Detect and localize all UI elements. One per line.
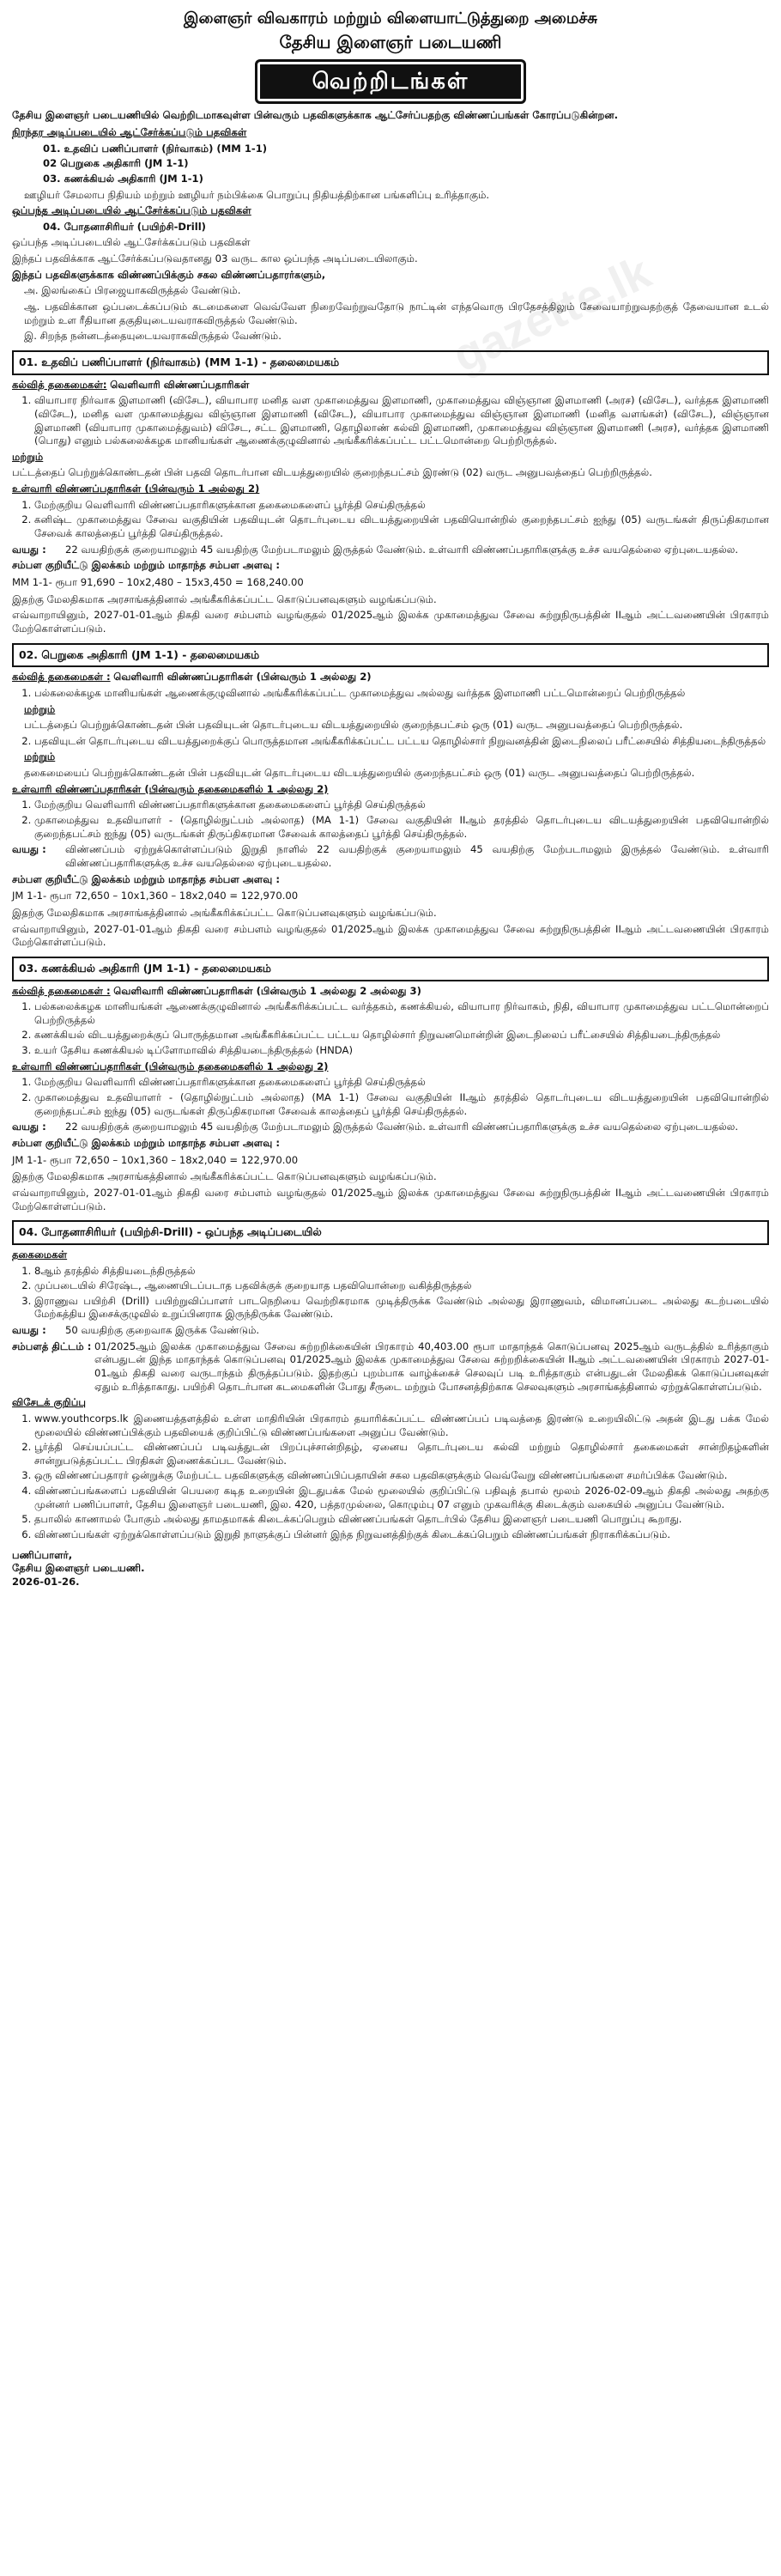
s2-allowance: இதற்கு மேலதிகமாக அரசாங்கத்தினால் அங்கீகரிக்கப்பட்ட கொடுப்பனவுகளும் வழங்கப்படும். [12, 906, 437, 919]
contract-heading: ஒப்பந்த அடிப்படையில் ஆட்சேர்க்கப்படும் பதவிகள் [12, 204, 251, 217]
s4-qual-list [12, 1265, 769, 1322]
s2-edu-list-a [12, 687, 769, 701]
s3-edu-item: 3. உயர் தேசிய கணக்கியல் டிப்ளோமாவில் சித்தியடைந்திருத்தல் (HNDA) [34, 1044, 769, 1058]
s1-internal-list [12, 499, 769, 541]
post-1: 01. உதவிப் பணிப்பாளர் (நிர்வாகம்) (MM 1-1) [43, 142, 268, 155]
s4-note-item: 3. ஒரு விண்ணப்பதாரர் ஒன்றுக்கு மேற்பட்ட பதவிகளுக்கு விண்ணப்பிப்பதாயின் சகல பதவிகளுக்கும் வெவ்வேறு விண்ணப்பங்களை சமர்ப்பிக்க வேண்டும். [34, 1469, 769, 1483]
s2-edu-sub: வெளிவாரி விண்ணப்பதாரிகள் (பின்வரும் 1 அல்லது 2) [113, 671, 372, 683]
section-3-title: 03. கணக்கியல் அதிகாரி (JM 1-1) - தலைமையகம் [12, 957, 769, 981]
general-heading: இந்தப் பதவிகளுக்காக விண்ணப்பிக்கும் சகல விண்ணப்பதாரர்களும், [12, 268, 326, 281]
s2-edu-item: 1. பல்கலைக்கழக மானியங்கள் ஆணைக்குழுவினால் அங்கீகரிக்கப்பட்ட முகாமைத்துவ அல்லது வர்த்தக இளமாணி பட்டமொன்றைப் பெற்றிருத்தல் [34, 687, 769, 701]
post-3: 03. கணக்கியல் அதிகாரி (JM 1-1) [43, 172, 203, 185]
s3-salary-note: எவ்வாறாயினும், 2027-01-01ஆம் திகதி வரை சம்பளம் வழங்குதல் 01/2025ஆம் இலக்க முகாமைத்துவ சேவை சுற்றுநிருபத்தின் IIஆம் அட்டவணையின் பிரகாரம் மேற்கொள்ளப்படும். [12, 1186, 769, 1212]
contract-post: 04. போதனாசிரியர் (பயிற்சி-Drill) [43, 220, 206, 233]
s2-salary-note: எவ்வாறாயினும், 2027-01-01ஆம் திகதி வரை சம்பளம் வழங்குதல் 01/2025ஆம் இலக்க முகாமைத்துவ சேவை சுற்றுநிருபத்தின் IIஆம் அட்டவணையின் பிரகாரம் மேற்கொள்ளப்படும். [12, 922, 769, 949]
s4-qual-item: 1. 8ஆம் தரத்தில் சித்தியடைந்திருத்தல் [34, 1265, 769, 1279]
general-req-1: அ. இலங்கைப் பிரஜையாகவிருத்தல் வேண்டும். [24, 284, 241, 297]
s2-and-2: மற்றும் [24, 750, 56, 763]
section-4-title: 04. போதனாசிரியர் (பயிற்சி-Drill) - ஒப்பந்த அடிப்படையில் [12, 1220, 769, 1245]
s4-note-item: 1. www.youthcorps.lk இணையத்தளத்தில் உள்ள மாதிரியின் பிரகாரம் தயாரிக்கப்பட்ட விண்ணப்பப் படிவத்தை இரண்டு உறையிலிட்டு அதன் இடது பக்க மேல் மூலையில் விண்ணப்பிக்கும் பதவியைக் குறிப்பிட்டு விண்ணப்பங்களை அனுப்ப வேண்டும். [34, 1413, 769, 1439]
s2-internal-item: 2. முகாமைத்துவ உதவியாளர் - (தொழில்நுட்பம் அல்லாத) (MA 1-1) சேவை வகுதியின் IIஆம் தரத்தில் தொடர்புடைய விடயத்துறையின் பதவியொன்றில் குறைந்தபட்சம் ஐந்து (05) வருடங்கள் திருப்திகரமான சேவைக் காலத்தைப் பூர்த்தி செய்திருத்தல். [34, 814, 769, 841]
s2-salary-label: சம்பள குறியீட்டு இலக்கம் மற்றும் மாதாந்த சம்பள அளவு : [12, 872, 281, 885]
s1-age: வயது : 22 வயதிற்குக் குறையாமலும் 45 வயதிற்கு மேற்படாமலும் இருத்தல் வேண்டும். உள்வாரி விண்ணப்பதாரிகளுக்கு உச்ச வயதெல்லை ஏற்புடையதல்ல. [12, 543, 739, 556]
s1-edu-label: கல்வித் தகைமைகள்: [12, 378, 107, 391]
s1-and: மற்றும் [12, 450, 44, 463]
s1-internal-label: உள்வாரி விண்ணப்பதாரிகள் (பின்வரும் 1 அல்லது 2) [12, 483, 260, 495]
s2-internal-label: உள்வாரி விண்ணப்பதாரிகள் (பின்வரும் தகைமைகளில் 1 அல்லது 2) [12, 782, 329, 795]
s3-age: வயது : 22 வயதிற்குக் குறையாமலும் 45 வயதிற்கு மேற்படாமலும் இருத்தல் வேண்டும். உள்வாரி விண்ணப்பதாரிகளுக்கு உச்ச வயதெல்லை ஏற்புடையதல்ல. [12, 1121, 739, 1133]
watermark-logo: gazette.lk [445, 246, 659, 383]
s2-edu-list-b [12, 735, 769, 749]
s3-edu-item: 1. பல்கலைக்கழக மானியங்கள் ஆணைக்குழுவினால் அங்கீகரிக்கப்பட்ட வர்த்தகம், கணக்கியல், வியாபார நிர்வாகம், நிதி, வியாபார முகாமைத்துவ பட்டமொன்றைப் பெற்றிருத்தல் [34, 1000, 769, 1027]
general-req-2: ஆ. பதவிக்கான ஒப்படைக்கப்படும் கடமைகளை வெவ்வேள நிறைவேற்றுவதோடு நாட்டின் எந்தவொரு பிரதேசத்திலும் சேவையாற்றுவதற்குத் தேவையான உடல் மற்றும் உள ரீதியான தகுதியுடையவராகவிருத்தல் வேண்டும். [24, 300, 769, 326]
s2-internal-list [12, 799, 769, 841]
s4-note-item: 4. விண்ணப்பங்களைப் பதவியின் பெயரை கடித உறையின் இடதுபக்க மேல் மூலையில் குறிப்பிட்டு பதிவுத் தபால் மூலம் 2026-02-09ஆம் திகதி அல்லது அதற்கு முன்னர் பணிப்பாளர், தேசிய இளைஞர் படையணி, இல. 420, பத்தரமுல்லை, கொழும்பு 07 எனும் முகவரிக்கு கிடைக்கும் வகையில் அனுப்ப வேண்டும். [34, 1485, 769, 1511]
s1-salary: MM 1-1- ரூபா 91,690 – 10x2,480 – 15x3,450 = 168,240.00 [12, 575, 304, 588]
s2-internal-item: 1. மேற்குறிய வெளிவாரி விண்ணப்பதாரிகளுக்கான தகைமைகளைப் பூர்த்தி செய்திருத்தல் [34, 799, 769, 812]
section-2-title: 02. பெறுகை அதிகாரி (JM 1-1) - தலைமையகம் [12, 643, 769, 668]
organization-title: தேசிய இளைஞர் படையணி [279, 32, 502, 53]
s4-special-label: விசேடக் குறிப்பு [12, 1396, 86, 1409]
signatory: பணிப்பாளர், [12, 1548, 73, 1561]
post-2: 02 பெறுகை அதிகாரி (JM 1-1) [43, 157, 189, 170]
s3-internal-list [12, 1076, 769, 1118]
s3-salary: JM 1-1- ரூபா 72,650 – 10x1,360 – 18x2,040 = 122,970.00 [12, 1153, 299, 1166]
s4-note-item: 5. தபாலில் காணாமல் போகும் அல்லது தாமதமாகக் கிடைக்கப்பெறும் விண்ணப்பங்கள் தொடர்பில் தேசிய இளைஞர் படையணி பொறுப்பு கூறாது. [34, 1513, 769, 1527]
permanent-heading: நிரந்தர அடிப்படையில் ஆட்சேர்க்கப்படும் பதவிகள் [12, 125, 247, 138]
s1-internal-item: 1. மேற்குறிய வெளிவாரி விண்ணப்பதாரிகளுக்கான தகைமைகளைப் பூர்த்தி செய்திருத்தல் [34, 499, 769, 513]
contract-line: ஒப்பந்த அடிப்படையில் ஆட்சேர்க்கப்படும் பதவிகள் [12, 236, 251, 249]
s3-internal-item: 1. மேற்குறிய வெளிவாரி விண்ணப்பதாரிகளுக்கான தகைமைகளைப் பூர்த்தி செய்திருத்தல் [34, 1076, 769, 1090]
intro-text: தேசிய இளைஞர் படையணியில் வெற்றிடமாகவுள்ள பின்வரும் பதவிகளுக்காக ஆட்சேர்ப்பதற்கு விண்ணப்பங்கள் கோரப்படுகின்றன. [12, 109, 619, 122]
s3-allowance: இதற்கு மேலதிகமாக அரசாங்கத்தினால் அங்கீகரிக்கப்பட்ட கொடுப்பனவுகளும் வழங்கப்படும். [12, 1170, 437, 1183]
s4-qual-item: 2. முப்படையில் சிரேஷ்ட, ஆணையிடப்படாத பதவிக்குக் குறையாத பதவியொன்றை வகித்திருத்தல் [34, 1279, 769, 1293]
section-1-title: 01. உதவிப் பணிப்பாளர் (நிர்வாகம்) (MM 1-1) - தலைமையகம் [12, 350, 769, 375]
s4-pay: சம்பளத் திட்டம் : 01/2025ஆம் இலக்க முகாமைத்துவ சேவை சுற்றறிக்கையின் பிரகாரம் 40,403.00 ரூபா மாதாந்தக் கொடுப்பனவு 2025ஆம் வருடத்தில் உரித்தாகும் என்பதுடன் இந்த மாதாந்தக் கொடுப்பனவு 01/2025ஆம் இலக்க முகாமைத்துவ சேவை சுற்றறிக்கையின் IIஆம் அட்டவணையின் பிரகாரம் 2027-01-01ஆம் திகதி வரை வருடாந்தம் திருத்தப்படும். இதற்குப் புறம்பாக வாழ்க்கைச் செலவுப் படி உரித்தாகும் என்பதுடன் மேலதிகக் கொடுப்பனவுகள் ஏதும் உரித்தாகாது. பயிற்சி தொடர்பான கடமைகளின் போது சீருடை மற்றும் போசனத்திற்காக செலவுகளும் அரசாங்கத்தினால் ஏற்றுக்கொள்ளப்படும். [12, 1340, 769, 1393]
s3-edu-list [12, 1000, 769, 1058]
signatory-org: தேசிய இளைஞர் படையணி. [12, 1562, 145, 1575]
s2-edu-label: கல்வித் தகைமைகள் : [12, 671, 111, 683]
s1-salary-note: எவ்வாறாயினும், 2027-01-01ஆம் திகதி வரை சம்பளம் வழங்குதல் 01/2025ஆம் இலக்க முகாமைத்துவ சேவை சுற்றுநிருபத்தின் IIஆம் அட்டவணையின் பிரகாரம் மேற்கொள்ளப்படும். [12, 609, 769, 635]
s4-note-item: 2. பூர்த்தி செய்யப்பட்ட விண்ணப்பப் படிவத்துடன் பிறப்புச்சான்றிதழ், ஏனைய தொடர்புடைய கல்வி மற்றும் தொழில்சார் தகைமைகள் சான்றிதழ்களின் சான்றுபடுத்தப்பட்ட பிரதிகள் இணைக்கப்பட வேண்டும். [34, 1441, 769, 1467]
s2-age: வயது : விண்ணப்பம் ஏற்றுக்கொள்ளப்படும் இறுதி நாளில் 22 வயதிற்குக் குறையாமலும் 45 வயதிற்கு மேற்படாமலும் இருத்தல் வேண்டும். உள்வாரி விண்ணப்பதாரிகளுக்கு உச்ச வயதெல்லை ஏற்புடையதல்ல. [12, 843, 769, 869]
s3-internal-item: 2. முகாமைத்துவ உதவியாளர் - (தொழில்நுட்பம் அல்லாத) (MA 1-1) சேவை வகுதியின் IIஆம் தரத்தில் தொடர்புடைய விடயத்துறையின் பதவியொன்றில் குறைந்தபட்சம் ஐந்து (05) வருடங்கள் திருப்திகரமான சேவைக் காலத்தைப் பூர்த்தி செய்திருத்தல். [34, 1091, 769, 1118]
s1-exp-text: பட்டத்தைப் பெற்றுக்கொண்டதன் பின் பதவி தொடர்பான விடயத்துறையில் குறைந்தபட்சம் இரண்டு (02) வருட அனுபவத்தைப் பெற்றிருத்தல். [12, 466, 652, 479]
general-req-3: இ. சிறந்த நன்னடத்தையுடையவராகவிருத்தல் வேண்டும். [24, 330, 282, 343]
s1-allowance: இதற்கு மேலதிகமாக அரசாங்கத்தினால் அங்கீகரிக்கப்பட்ட கொடுப்பனவுகளும் வழங்கப்படும். [12, 592, 437, 605]
s2-exp-1: பட்டத்தைப் பெற்றுக்கொண்டதன் பின் பதவியுடன் தொடர்புடைய விடயத்துறையில் குறைந்தபட்சம் ஒரு (01) வருட அனுபவத்தைப் பெற்றிருத்தல். [24, 719, 683, 732]
s1-edu-list [12, 394, 769, 448]
s4-note-item: 6. விண்ணப்பங்கள் ஏற்றுக்கொள்ளப்படும் இறுதி நாளுக்குப் பின்னர் இந்த நிறுவனத்திற்குக் கிடைக்கப்பெறும் விண்ணப்பங்கள் நிராகரிக்கப்படும். [34, 1528, 769, 1542]
contract-note: இந்தப் பதவிக்காக ஆட்சேர்க்கப்படுவதானது 03 வருட கால ஒப்பந்த அடிப்படையிலாகும். [12, 252, 418, 265]
s4-qual-label: தகைமைகள் [12, 1248, 68, 1261]
s2-and-1: மற்றும் [24, 702, 56, 715]
s2-exp-2: தகைமையைப் பெற்றுக்கொண்டதன் பின் பதவியுடன் தொடர்புடைய விடயத்துறையில் குறைந்தபட்சம் ஒரு (01) வருட அனுபவத்தைப் பெற்றிருத்தல். [24, 767, 695, 780]
s3-edu-sub: வெளிவாரி விண்ணப்பதாரிகள் (பின்வரும் 1 அல்லது 2 அல்லது 3) [113, 984, 421, 997]
s3-salary-label: சம்பள குறியீட்டு இலக்கம் மற்றும் மாதாந்த சம்பள அளவு : [12, 1136, 281, 1149]
pension-note: ஊழியர் சேமலாப நிதியம் மற்றும் ஊழியர் நம்பிக்கை பொறுப்பு நிதியத்திற்கான பங்களிப்பு உரித்தாகும். [24, 188, 490, 201]
s1-internal-item: 2. கனிஷ்ட முகாமைத்துவ சேவை வகுதியின் பதவியுடன் தொடர்புடைய விடயத்துறையின் பதவியொன்றில் குறைந்தபட்சம் ஐந்து (05) வருடங்கள் திருப்திகரமான சேவைக் காலத்தைப் பூர்த்தி செய்திருத்தல். [34, 513, 769, 540]
s2-salary: JM 1-1- ரூபா 72,650 – 10x1,360 – 18x2,040 = 122,970.00 [12, 890, 299, 902]
s4-qual-item: 3. இராணுவ பயிற்சி (Drill) பயிற்றுவிப்பாளர் பாடநெறியை வெற்றிகரமாக முடித்திருக்க வேண்டும் அல்லது இராணுவம், விமானப்படை அல்லது கடற்படையில் மேற்கத்திய இசைக்குழுவில் உறுப்பினராக இருந்திருக்க வேண்டும். [34, 1295, 769, 1321]
s3-edu-label: கல்வித் தகைமைகள் : [12, 984, 111, 997]
notice-date: 2026-01-26. [12, 1575, 80, 1588]
signature-block [12, 1549, 769, 1589]
s3-edu-item: 2. கணக்கியல் விடயத்துறைக்குப் பொருத்தமான அங்கீகரிக்கப்பட்ட பட்டய தொழில்சார் நிறுவனமொன்றின் இடைநிலைப் பரீட்சையில் சித்தியடைந்திருத்தல் [34, 1029, 769, 1042]
notice-header [12, 9, 769, 104]
s1-salary-label: சம்பள குறியீட்டு இலக்கம் மற்றும் மாதாந்த சம்பள அளவு : [12, 559, 281, 572]
s1-edu-sub: வெளிவாரி விண்ணப்பதாரிகள் [110, 378, 250, 391]
vacancies-banner: வெற்றிடங்கள் [255, 59, 526, 104]
s1-edu-item: 1. வியாபார நிர்வாக இளமாணி (விசேட), வியாபார மனித வள முகாமைத்துவ இளமாணி, முகாமைத்துவ விஞ்ஞான இளமாணி (அரச) (விசேட), வர்த்தக இளமாணி (விசேட), மனித வள முகாமைத்துவ விஞ்ஞான இளமாணி (விசேட), வியாபார முகாமைத்துவ விஞ்ஞான இளமாணி (மனித வளங்கள்) (விசேட), விஞ்ஞான இளமாணி (வியாபார முகாமைத்துவம்) விசேட, சட்ட இளமாணி, தொழிலாண் கல்வி இளமாணி, முகாமைத்துவ விஞ்ஞான இளமாணி (அரச), வர்த்தக இளமாணி (பொது) எனும் பல்கலைக்கழக மானியங்கள் ஆணைக்குழுவினால் அங்கீகரிக்கப்பட்ட பட்டமொன்றை பெற்றிருத்தல். [34, 394, 769, 448]
s3-internal-label: உள்வாரி விண்ணப்பதாரிகள் (பின்வரும் தகைமைகளில் 1 அல்லது 2) [12, 1060, 329, 1072]
s4-notes-list [12, 1413, 769, 1542]
s2-edu-item: 2. பதவியுடன் தொடர்புடைய விடயத்துறைக்குப் பொருத்தமான அங்கீகரிக்கப்பட்ட பட்டய தொழில்சார் நிறுவனத்தின் இடைநிலைப் பரீட்சையில் சித்தியடைந்திருத்தல் [34, 735, 769, 749]
s4-age: வயது : 50 வயதிற்கு குறைவாக இருக்க வேண்டும். [12, 1324, 260, 1337]
ministry-title: இளைஞர் விவகாரம் மற்றும் விளையாட்டுத்துறை அமைச்சு [183, 9, 598, 27]
